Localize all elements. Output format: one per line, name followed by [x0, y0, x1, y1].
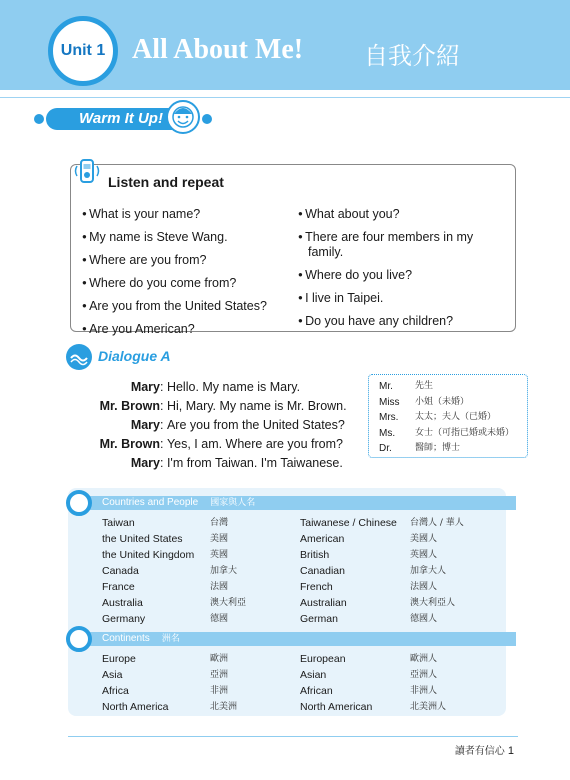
dialogue-line: Mr. Brown : Hi, Mary. My name is Mr. Brown.: [80, 397, 347, 416]
list-item: ● Where do you come from?: [82, 275, 282, 291]
table-row: Asia 亞洲 Asian 亞洲人: [102, 669, 438, 681]
speaker: Mr. Brown: [99, 437, 160, 451]
speaker: Mr. Brown: [99, 399, 160, 413]
table-row: Europe 歐洲 European 歐洲人: [102, 653, 438, 665]
dialogue-title: Dialogue A: [98, 348, 171, 364]
dialogue-lines: [80, 378, 347, 473]
list-item: ● Where are you from?: [82, 252, 282, 268]
glossary-row: Mr. 先生: [379, 381, 434, 392]
phrase-list-right: [298, 206, 498, 336]
page-title-zh: 自我介紹: [364, 42, 460, 70]
page-footer: [455, 742, 514, 757]
table-row: Taiwan 台灣 Taiwanese / Chinese 台灣人 / 華人: [102, 517, 464, 529]
audio-player-icon: [72, 156, 102, 186]
dialogue-line: Mary : Are you from the United States?: [80, 416, 347, 435]
table-row: Germany 德國 German 德國人: [102, 613, 438, 625]
glossary-row: Miss 小姐（未婚）: [379, 396, 470, 408]
dot-icon: [202, 114, 212, 124]
table-row: Africa 非洲 African 非洲人: [102, 685, 438, 697]
glossary-row: Dr. 醫師；博士: [379, 443, 461, 454]
table-row: Canada 加拿大 Canadian 加拿大人: [102, 565, 447, 577]
unit-badge: Unit 1: [48, 16, 118, 86]
phrase-list-left: [82, 206, 282, 344]
countries-table: [102, 515, 464, 627]
warm-up-label: Warm It Up!: [46, 108, 196, 130]
continents-table: [102, 651, 446, 715]
smiley-face-icon: [166, 100, 200, 134]
listen-title: Listen and repeat: [108, 174, 224, 190]
list-item: ● My name is Steve Wang.: [82, 229, 282, 245]
footer-divider: [68, 736, 518, 737]
countries-heading: Countries and People 國家與人名: [86, 496, 516, 510]
utterance: Are you from the United States?: [166, 418, 345, 432]
dialogue-line: Mr. Brown : Yes, I am. Where are you from?: [80, 435, 347, 454]
speaker: Mary: [130, 380, 160, 394]
table-row: Australia 澳大利亞 Australian 澳大利亞人: [102, 597, 456, 609]
divider: [0, 97, 570, 98]
table-row: the United Kingdom 英國 British 英國人: [102, 549, 438, 561]
list-item: ● What is your name?: [82, 206, 282, 222]
glossary-row: Ms. 女士（可指已婚或未婚）: [379, 427, 515, 439]
titles-glossary: [368, 374, 528, 458]
list-item: ● Are you from the United States?: [82, 298, 282, 314]
page-number: 1: [507, 745, 514, 757]
glossary-row: Mrs. 太太；夫人（已婚）: [379, 412, 497, 423]
table-row: North America 北美洲 North American 北美洲人: [102, 701, 447, 713]
utterance: Hello. My name is Mary.: [166, 380, 301, 394]
circle-icon: [66, 626, 92, 652]
dialogue-line: Mary : I'm from Taiwan. I'm Taiwanese.: [80, 454, 347, 473]
continents-heading: Continents 洲名: [86, 632, 516, 646]
dot-icon: [34, 114, 44, 124]
wave-icon: [66, 344, 92, 370]
utterance: I'm from Taiwan. I'm Taiwanese.: [166, 456, 343, 470]
table-row: France 法國 French 法國人: [102, 581, 438, 593]
footer-text: 讀者有信心: [454, 746, 505, 757]
list-item: ● Do you have any children?: [298, 313, 498, 329]
list-item: ● Where do you live?: [298, 267, 498, 283]
circle-icon: [66, 490, 92, 516]
dialogue-line: Mary : Hello. My name is Mary.: [80, 378, 347, 397]
page-title: All About Me!: [132, 34, 304, 65]
utterance: Yes, I am. Where are you from?: [166, 437, 343, 451]
list-item: ● There are four members in my family.: [298, 229, 498, 260]
list-item: ● What about you?: [298, 206, 498, 222]
utterance: Hi, Mary. My name is Mr. Brown.: [166, 399, 347, 413]
list-item: ● Are you American?: [82, 321, 282, 337]
table-row: the United States 美國 American 美國人: [102, 533, 438, 545]
list-item: ● I live in Taipei.: [298, 290, 498, 306]
speaker: Mary: [130, 456, 160, 470]
speaker: Mary: [130, 418, 160, 432]
